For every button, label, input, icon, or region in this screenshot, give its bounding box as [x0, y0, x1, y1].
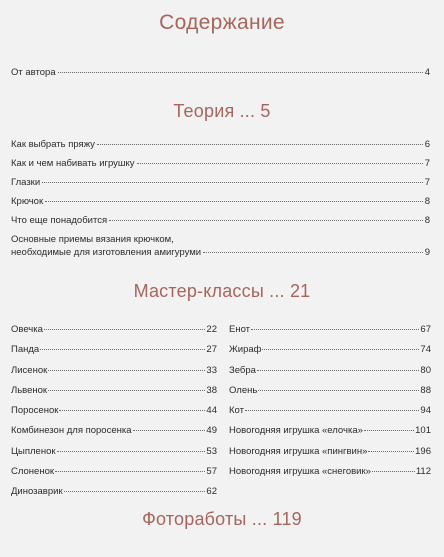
toc-entry[interactable]	[11, 466, 217, 486]
dot-leader	[251, 329, 419, 330]
toc-entry-page: 27	[206, 344, 217, 356]
toc-entry-page: 101	[415, 425, 431, 437]
toc-entry-label: Глазки	[11, 177, 41, 188]
master-classes-left-column	[11, 324, 217, 507]
toc-entry-page: 53	[206, 445, 217, 457]
toc-entry-label: Жираф	[229, 344, 262, 356]
toc-entry-label: От автора	[11, 67, 56, 78]
toc-entry-label: Новогодняя игрушка «пингвин»	[229, 445, 368, 457]
dot-leader	[59, 410, 205, 411]
toc-entry-label: Овечка	[11, 324, 43, 335]
section-heading-master-classes[interactable]: Мастер-классы ... 21	[133, 281, 311, 301]
toc-entry-page: 62	[206, 486, 217, 498]
toc-entry-label: Олень	[229, 384, 258, 396]
toc-entry-label: Кот	[229, 405, 244, 417]
page-title: Содержание	[159, 11, 285, 34]
toc-entry-label: Слоненок	[11, 466, 55, 478]
dot-leader	[109, 220, 423, 221]
toc-entry-page: 88	[420, 384, 431, 396]
dot-leader	[58, 72, 423, 73]
toc-entry-label: Львенок	[11, 384, 48, 396]
toc-entry-label: Динозаврик	[11, 486, 63, 498]
master-classes-right-column	[229, 324, 431, 486]
toc-entry-label-line: Основные приемы вязания крючком,	[11, 234, 174, 245]
dot-leader	[40, 349, 205, 350]
dot-leader	[44, 329, 206, 330]
dot-leader	[203, 252, 423, 253]
toc-entry-label: Новогодняя игрушка «снеговик»	[229, 466, 371, 478]
toc-entry[interactable]	[11, 196, 430, 208]
toc-entry-page: 44	[206, 405, 217, 417]
toc-entry-label: Поросенок	[11, 405, 59, 417]
dot-leader	[57, 451, 206, 452]
toc-entry[interactable]	[229, 365, 431, 385]
dot-leader	[137, 163, 423, 164]
toc-entry-intro[interactable]	[11, 67, 430, 79]
toc-entry[interactable]	[11, 446, 217, 466]
dot-leader	[97, 144, 423, 145]
toc-entry-page: 38	[206, 384, 217, 396]
toc-entry[interactable]	[11, 425, 217, 445]
toc-entry-multiline[interactable]	[11, 234, 430, 259]
dot-leader	[262, 349, 419, 350]
toc-entry[interactable]	[229, 324, 431, 344]
toc-entry[interactable]	[11, 405, 217, 425]
toc-entry-page: 22	[206, 324, 217, 335]
dot-leader	[45, 201, 423, 202]
toc-entry[interactable]	[229, 385, 431, 405]
toc-entry[interactable]	[11, 385, 217, 405]
dot-leader	[55, 471, 205, 472]
toc-entry-page: 74	[420, 344, 431, 356]
toc-entry-page: 6	[424, 139, 430, 150]
toc-entry-label: Цыпленок	[11, 445, 56, 457]
dot-leader	[42, 182, 423, 183]
dot-leader	[48, 390, 205, 391]
toc-entry[interactable]	[11, 344, 217, 364]
toc-entry-page: 33	[206, 364, 217, 376]
toc-entry-page: 196	[415, 445, 431, 457]
toc-entry-label: Комбинезон для поросенка	[11, 425, 132, 437]
toc-entry-page: 57	[206, 466, 217, 478]
dot-leader	[257, 370, 419, 371]
dot-leader	[245, 410, 419, 411]
toc-entry[interactable]	[229, 446, 431, 466]
toc-entry-label-line: необходимые для изготовления амигуруми	[11, 246, 202, 258]
section-heading-theory[interactable]: Теория ... 5	[173, 101, 271, 121]
dot-leader	[64, 491, 206, 492]
toc-entry-page: 94	[420, 405, 431, 417]
toc-entry-label: Лисенок	[11, 364, 48, 376]
dot-leader	[372, 471, 415, 472]
toc-entry[interactable]	[11, 139, 430, 151]
toc-entry-page: 112	[415, 466, 431, 478]
toc-entry-label: Зебра	[229, 364, 256, 376]
toc-entry[interactable]	[229, 466, 431, 486]
dot-leader	[48, 370, 205, 371]
toc-entry-label: Как выбрать пряжу	[11, 139, 95, 150]
section-heading-photos[interactable]: Фоторaботы ... 119	[142, 509, 302, 529]
toc-entry-label: Как и чем набивать игрушку	[11, 158, 135, 169]
dot-leader	[368, 451, 414, 452]
toc-entry[interactable]	[11, 158, 430, 170]
toc-entry-label: Крючок	[11, 196, 44, 207]
toc-entry-page: 7	[424, 158, 430, 169]
toc-entry-page: 8	[424, 215, 430, 226]
toc-entry-page: 7	[424, 177, 430, 188]
toc-entry-label: Новогодняя игрушка «елочка»	[229, 425, 363, 437]
toc-entry[interactable]	[11, 365, 217, 385]
toc-entry[interactable]	[229, 405, 431, 425]
toc-entry[interactable]	[229, 344, 431, 364]
toc-entry[interactable]	[11, 215, 430, 227]
toc-entry-page: 49	[206, 425, 217, 437]
toc-entry-page: 67	[420, 324, 431, 335]
toc-entry-label: Панда	[11, 344, 40, 356]
dot-leader	[364, 430, 414, 431]
toc-entry-page: 4	[424, 67, 430, 78]
toc-entry-page: 9	[424, 246, 430, 258]
toc-entry[interactable]	[11, 177, 430, 189]
dot-leader	[133, 430, 206, 431]
toc-entry-page: 8	[424, 196, 430, 207]
toc-entry[interactable]	[11, 324, 217, 344]
toc-entry[interactable]	[11, 486, 217, 506]
toc-entry-label: Енот	[229, 324, 251, 335]
dot-leader	[258, 390, 419, 391]
toc-entry-page: 80	[420, 364, 431, 376]
toc-entry-label: Что еще понадобится	[11, 215, 108, 226]
toc-entry[interactable]	[229, 425, 431, 445]
